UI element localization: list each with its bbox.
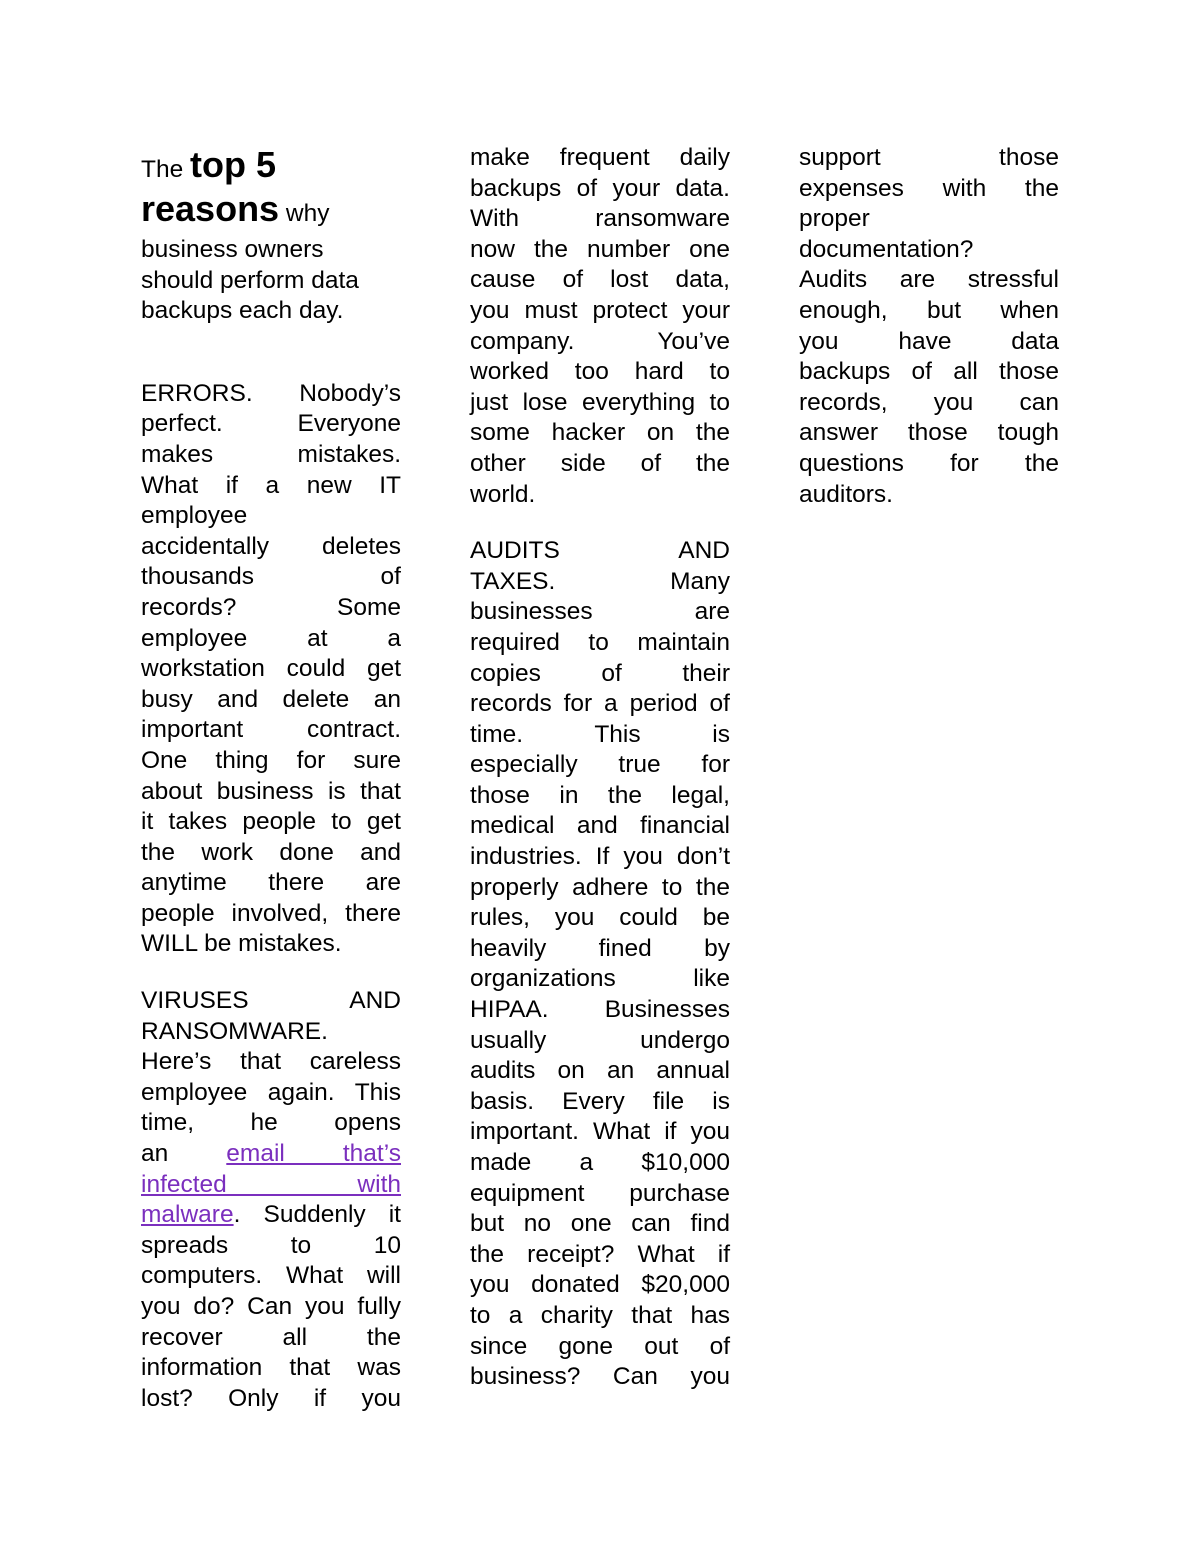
title-rest-line: backups each day. [141,297,344,325]
text-line: records? Some [141,593,401,621]
text-line: now the number one [470,235,730,263]
text-line: those in the legal, [470,781,730,809]
title-reasons: reasons [141,188,280,229]
text-line: equipment purchase [470,1179,730,1207]
text-line: company. You’ve [470,327,730,355]
text-line: employee again. This [141,1078,401,1106]
text-line: lost? Only if you [141,1384,401,1412]
text-line: ERRORS. Nobody’s [141,379,401,407]
text-line: basis. Every file is [470,1087,730,1115]
text-line: industries. If you don’t [470,843,730,871]
text-line: people involved, there [141,899,401,927]
text-fragment: an [141,1140,169,1168]
text-line: questions for the [799,449,1059,477]
text-line: WILL be mistakes. [141,930,342,958]
text-line [141,1200,401,1231]
text-line: worked too hard to [470,358,730,386]
continued-paragraph [470,143,730,510]
text-line: make frequent daily [470,144,730,171]
column-3 [799,143,1059,510]
text-line: businesses are [470,598,730,626]
text-line: usually undergo [470,1026,730,1054]
text-line: anytime there are [141,869,401,897]
email-infected-link[interactable]: infected with [141,1170,401,1198]
text-line: about business is that [141,777,401,805]
text-line: spreads to 10 [141,1231,401,1259]
text-line [141,1170,401,1201]
spacer [141,960,401,986]
title-the: The [141,156,184,183]
text-line: world. [470,480,536,508]
text-line: the receipt? What if [470,1240,730,1268]
text-line: since gone out of [470,1332,730,1360]
text-line: proper [799,205,870,233]
text-line: Audits are stressful [799,266,1059,294]
text-line: thousands of [141,563,401,591]
text-line: heavily fined by [470,934,730,962]
text-line: you must protect your [470,296,730,324]
text-line: cause of lost data, [470,266,730,294]
text-line: employee [141,502,248,530]
text-line: but no one can find [470,1210,730,1238]
text-line: required to maintain [470,628,730,656]
text-line: HIPAA. Businesses [470,996,730,1024]
title-rest-line: business owners [141,236,324,263]
text-line: One thing for sure [141,746,401,774]
text-fragment: . Suddenly it [233,1201,401,1229]
text-line: documentation? [799,235,974,263]
text-line: rules, you could be [470,904,730,932]
viruses-paragraph [141,986,401,1414]
text-line: copies of their [470,659,730,687]
text-line: makes mistakes. [141,440,401,468]
audits-paragraph [470,536,730,1393]
text-line: other side of the [470,449,730,477]
text-line: organizations like [470,965,730,993]
text-line: to a charity that has [470,1301,730,1329]
text-line: you have data [799,327,1059,355]
text-line: With ransomware [470,205,730,233]
text-line: the work done and [141,838,401,866]
column-2 [470,143,730,1393]
text-line: records for a period of [470,690,730,718]
column-1 [141,143,401,1414]
text-line [141,1139,401,1170]
text-line: enough, but when [799,296,1059,324]
text-line: support those [799,144,1059,171]
text-line: auditors. [799,480,893,508]
text-line: workstation could get [141,655,401,683]
text-line: RANSOMWARE. [141,1017,328,1045]
text-line: especially true for [470,751,730,779]
text-line: computers. What will [141,1262,401,1290]
text-line: important. What if you [470,1118,730,1146]
text-line: it takes people to get [141,808,401,836]
text-line: AUDITS AND [470,537,730,565]
title-top5: top 5 [190,144,277,185]
email-infected-link[interactable]: email that’s [226,1140,401,1168]
text-line: some hacker on the [470,419,730,447]
text-line: backups of your data. [470,174,730,202]
text-line: perfect. Everyone [141,410,401,438]
text-line: made a $10,000 [470,1149,730,1176]
text-line: expenses with the [799,174,1059,202]
text-line: you donated $20,000 [470,1271,730,1299]
text-line: you do? Can you fully [141,1293,401,1320]
text-line: just lose everything to [470,388,730,416]
text-line: important contract. [141,716,401,744]
spacer [470,510,730,536]
text-line: records, you can [799,388,1059,416]
text-line: information that was [141,1354,401,1382]
title-rest-line: should perform data [141,266,359,294]
text-line: answer those tough [799,419,1059,447]
text-line: TAXES. Many [470,567,730,595]
text-line: time. This is [470,720,730,748]
email-infected-link[interactable]: malware [141,1201,234,1229]
text-line: recover all the [141,1323,401,1351]
title-why: why [285,200,330,227]
text-line: properly adhere to the [470,873,730,901]
spacer [141,327,401,379]
text-line: accidentally deletes [141,532,401,560]
title-line-1 [141,143,401,187]
text-line: time, he opens [141,1109,401,1137]
text-line: VIRUSES AND [141,987,401,1015]
text-line: busy and delete an [141,685,401,713]
title-line-2 [141,187,401,235]
text-line: Here’s that careless [141,1048,401,1076]
text-line: medical and financial [470,812,730,840]
text-line: backups of all those [799,358,1059,386]
text-line: audits on an annual [470,1057,730,1085]
audits-continued-paragraph [799,143,1059,510]
errors-paragraph [141,379,401,960]
text-line: employee at a [141,624,401,652]
text-line: What if a new IT [141,471,401,499]
text-line: business? Can you [470,1363,730,1391]
